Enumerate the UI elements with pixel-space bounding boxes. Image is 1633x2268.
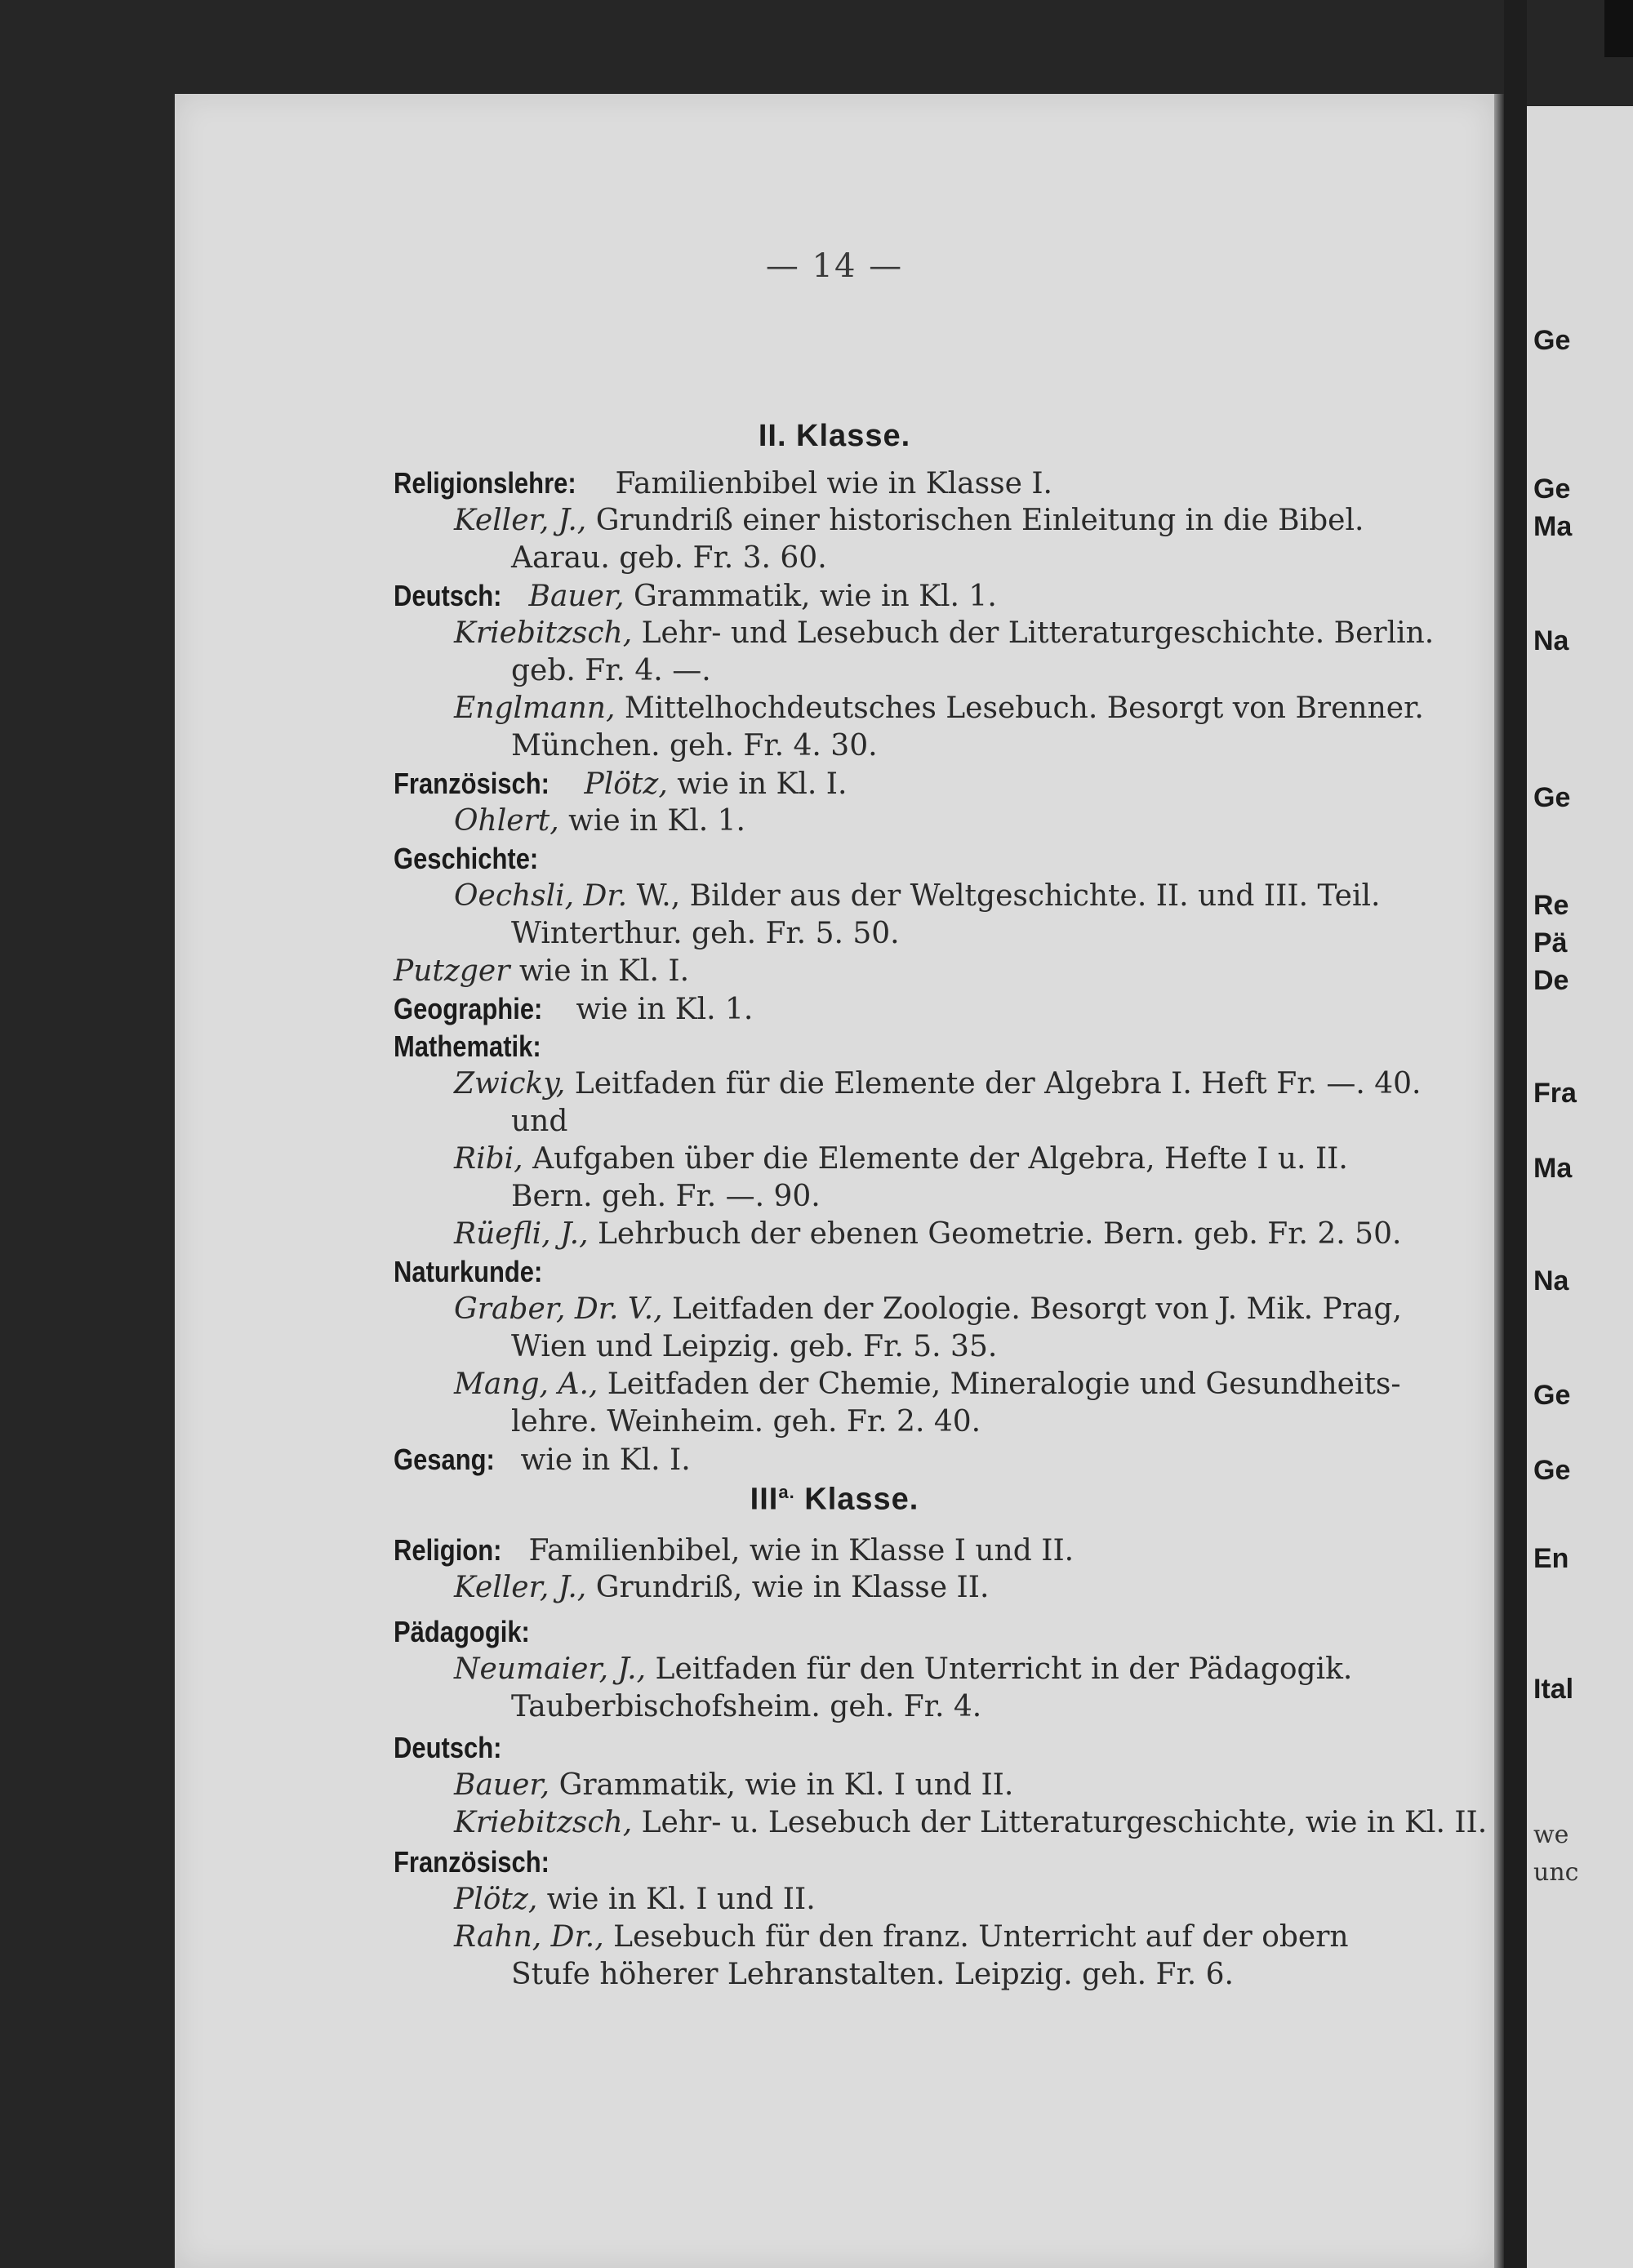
entry-line (454, 1216, 1401, 1252)
next-page-fragment: De (1533, 965, 1569, 996)
entry-author: Oechsli, Dr. (454, 879, 628, 913)
subject-heading: Gesang: (394, 1443, 495, 1476)
next-page-fragment: Ma (1533, 511, 1573, 542)
entry-text: Mittelhochdeutsches Lesebuch. Besorgt von Brenner. (624, 692, 1424, 725)
entry-text: Lehr- und Lesebuch der Litteraturgeschichte. Berlin. (641, 616, 1435, 650)
entry-line (394, 1844, 575, 1881)
entry-line (454, 1882, 816, 1918)
entry-text: Familienbibel, wie in Klasse I und II. (528, 1534, 1075, 1568)
entry-line (454, 1652, 1352, 1688)
entry-line (454, 616, 1434, 651)
entry-line (511, 916, 900, 952)
next-page-fragment: unc (1533, 1858, 1579, 1887)
entry-author: Keller, J., (454, 1571, 587, 1604)
entry-text: Tauberbischofsheim. geh. Fr. 4. (511, 1690, 982, 1723)
entry-text: wie in Kl. I. (677, 767, 848, 801)
entry-line (394, 1532, 1074, 1569)
next-page-fragment: Ge (1533, 325, 1571, 356)
entry-text: Aarau. geb. Fr. 3. 60. (511, 541, 827, 575)
entry-line (394, 1442, 691, 1479)
entry-line (454, 1919, 1349, 1955)
entry-author: Rüefli, J., (454, 1217, 589, 1251)
next-page-fragment: Ge (1533, 474, 1571, 505)
entry-line (454, 1292, 1402, 1327)
entry-text: Lehr- u. Lesebuch der Litteraturgeschichte, wie in Kl. II. (641, 1806, 1488, 1839)
entry-text: Lesebuch für den franz. Unterricht auf der obern (613, 1920, 1349, 1954)
entry-text: Grammatik, wie in Kl. 1. (634, 580, 997, 613)
entry-line (511, 1957, 1234, 1993)
subject-heading: Pädagogik: (394, 1615, 530, 1648)
subject-heading: Französisch: (394, 1845, 550, 1879)
entry-text: wie in Kl. 1. (576, 993, 754, 1026)
entry-text: Winterthur. geh. Fr. 5. 50. (511, 917, 900, 950)
entry-text: Grundriß, wie in Klasse II. (595, 1571, 990, 1604)
entry-line (394, 766, 847, 803)
book-gutter (1504, 0, 1527, 2268)
entry-text: wie in Kl. 1. (568, 804, 745, 838)
entry-author: Zwicky, (454, 1067, 566, 1101)
entry-line (454, 878, 1380, 914)
entry-text: Lehrbuch der ebenen Geometrie. Bern. geb. Fr. 2. 50. (597, 1217, 1402, 1251)
subject-heading: Französisch: (394, 767, 550, 800)
entry-author: Kriebitzsch, (454, 1806, 633, 1839)
section-title-ii: II. Klasse. (758, 419, 911, 453)
entry-line (454, 1570, 989, 1606)
next-page-fragment: En (1533, 1543, 1569, 1574)
entry-line (394, 578, 997, 615)
entry-line (454, 691, 1424, 727)
entry-line (511, 1104, 567, 1140)
scan-corner (1604, 0, 1633, 57)
page-number: — 14 — (765, 247, 904, 285)
entry-author: Mang, A., (454, 1367, 598, 1401)
entry-author: Englmann, (454, 692, 616, 725)
entry-text: wie in Kl. I. (518, 954, 690, 988)
subject-heading: Mathematik: (394, 1029, 541, 1063)
entry-line (511, 540, 827, 576)
entry-author: Plötz, (584, 767, 668, 801)
entry-author: Putzger (394, 954, 510, 988)
subject-heading: Deutsch: (394, 579, 502, 612)
entry-text: Familienbibel wie in Klasse I. (615, 467, 1052, 500)
entry-line (394, 1730, 519, 1767)
entry-text: wie in Kl. I und II. (546, 1883, 816, 1916)
entry-text: Wien und Leipzig. geb. Fr. 5. 35. (511, 1330, 998, 1363)
entry-author: Bauer, (454, 1768, 550, 1802)
entry-text: Leitfaden für die Elemente der Algebra I. Heft Fr. —. 40. (574, 1067, 1422, 1101)
entry-text: Aufgaben über die Elemente der Algebra, Hefte I u. II. (532, 1142, 1348, 1176)
subject-heading: Religion: (394, 1533, 502, 1567)
entry-line (511, 1404, 981, 1440)
entry-line (394, 465, 1052, 502)
entry-text: Leitfaden für den Unterricht in der Pädagogik. (655, 1652, 1353, 1686)
entry-author: Ohlert, (454, 804, 559, 838)
entry-text: lehre. Weinheim. geh. Fr. 2. 40. (511, 1405, 981, 1439)
entry-line (454, 1141, 1348, 1177)
entry-line (394, 1029, 565, 1065)
entry-text: Grundriß einer historischen Einleitung in die Bibel. (595, 504, 1364, 537)
section-title-sup: a. (778, 1482, 795, 1502)
book-page (175, 94, 1494, 2268)
next-page-fragment: Ge (1533, 1455, 1571, 1486)
entry-line (511, 1179, 821, 1215)
entry-text: Grammatik, wie in Kl. I und II. (558, 1768, 1014, 1802)
entry-text: Stufe höherer Lehranstalten. Leipzig. geh. Fr. 6. (511, 1958, 1234, 1991)
next-page-fragment: Ge (1533, 782, 1571, 813)
next-page-fragment: we (1533, 1821, 1569, 1849)
section-title-main: III (750, 1482, 779, 1517)
next-page-fragment: Fra (1533, 1078, 1577, 1109)
entry-line (454, 1768, 1013, 1803)
page-edge-shadow (1494, 94, 1504, 2268)
entry-line (454, 1805, 1487, 1841)
entry-line (394, 991, 753, 1028)
section-title-rest: Klasse. (794, 1482, 919, 1517)
entry-text: geb. Fr. 4. —. (511, 654, 711, 687)
subject-heading: Religionslehre: (394, 466, 576, 500)
entry-text: Bern. geh. Fr. —. 90. (511, 1180, 821, 1213)
entry-line (454, 1367, 1401, 1403)
subject-heading: Geographie: (394, 992, 543, 1025)
adjacent-page (1527, 106, 1633, 2268)
subject-heading: Deutsch: (394, 1731, 502, 1764)
entry-author: Rahn, Dr., (454, 1920, 604, 1954)
next-page-fragment: Re (1533, 890, 1569, 921)
next-page-fragment: Ge (1533, 1380, 1571, 1411)
section-title-iiia (175, 1482, 1494, 1518)
entry-line (394, 954, 689, 989)
entry-author: Ribi, (454, 1142, 523, 1176)
entry-author: Graber, Dr. V., (454, 1292, 663, 1326)
entry-text: München. geh. Fr. 4. 30. (511, 729, 878, 763)
entry-line (394, 841, 562, 878)
next-page-fragment: Ma (1533, 1153, 1573, 1184)
entry-text: W., Bilder aus der Weltgeschichte. II. und III. Teil. (636, 879, 1381, 913)
entry-author: Keller, J., (454, 504, 587, 537)
entry-text: wie in Kl. I. (520, 1443, 691, 1477)
next-page-fragment: Pä (1533, 927, 1568, 958)
next-page-fragment: Na (1533, 625, 1569, 656)
entry-line (394, 1614, 552, 1651)
next-page-fragment: Ital (1533, 1674, 1574, 1705)
entry-author: Bauer, (528, 580, 625, 613)
next-page-fragment: Na (1533, 1265, 1569, 1296)
entry-author: Neumaier, J., (454, 1652, 647, 1686)
subject-heading: Geschichte: (394, 842, 539, 875)
entry-author: Plötz, (454, 1883, 538, 1916)
entry-line (511, 1689, 981, 1725)
entry-line (511, 653, 711, 689)
entry-author: Kriebitzsch, (454, 616, 633, 650)
entry-text: Leitfaden der Zoologie. Besorgt von J. Mik. Prag, (671, 1292, 1402, 1326)
subject-heading: Naturkunde: (394, 1255, 543, 1288)
entry-line (511, 728, 878, 764)
entry-line (454, 1066, 1421, 1102)
entry-line (454, 503, 1364, 539)
entry-text: Leitfaden der Chemie, Mineralogie und Gesundheits- (607, 1367, 1401, 1401)
entry-line (511, 1329, 997, 1365)
entry-text: und (511, 1105, 568, 1138)
entry-line (454, 803, 745, 839)
entry-line (394, 1254, 567, 1291)
